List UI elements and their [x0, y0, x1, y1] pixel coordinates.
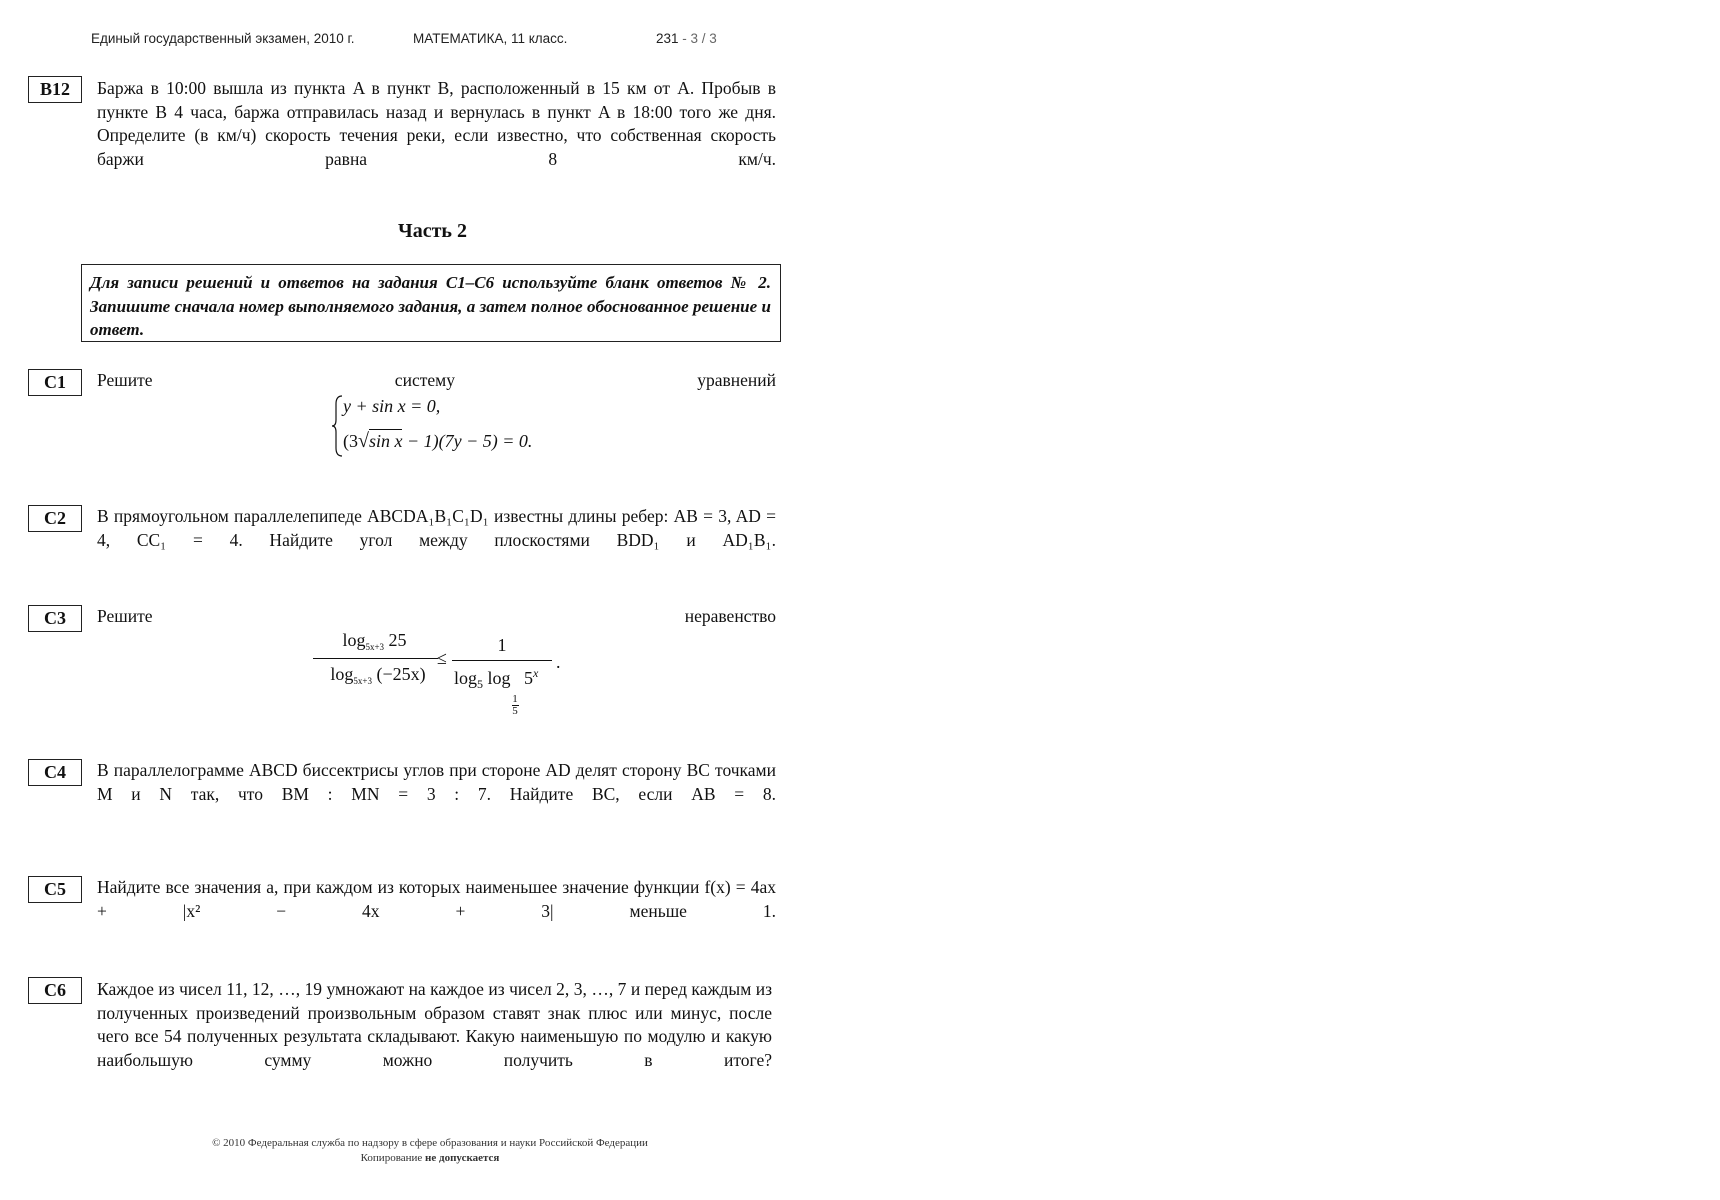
task-label-b12: B12: [28, 76, 82, 103]
task-label-c5: C5: [28, 876, 82, 903]
footer-copyright: © 2010 Федеральная служба по надзору в сфере образования и науки Российской Федерации: [212, 1137, 648, 1149]
c1-eq2: (3√sin x − 1)(7y − 5) = 0.: [343, 430, 533, 452]
instruction-box: [81, 264, 781, 342]
c3-le-sign: ≤: [437, 648, 447, 668]
c1-eq1: y + sin x = 0,: [343, 396, 441, 416]
c3-right-denominator: $\log_5 \log$ $\frac{1}{5}$ 5$^x$: [454, 666, 539, 717]
instruction-text: Для записи решений и ответов на задания С1–С6 используйте бланк ответов № 2. Запишите сначала номер выполняемого задания, а затем полное обоснованное решение и ответ.: [90, 273, 771, 339]
c3-period: .: [556, 652, 561, 672]
header-page-code: 231: [656, 31, 679, 46]
footer-copy-notice: Копирование не допускается: [360, 1152, 500, 1164]
c3-right-numerator: 1: [497, 635, 507, 655]
task-text-c1: Решите систему уравнений: [97, 370, 776, 390]
header-exam: Единый государственный экзамен, 2010 г.: [91, 31, 355, 46]
part-title: Часть 2: [398, 220, 467, 242]
c3-left-fraction-bar: [313, 658, 438, 659]
system-brace: [330, 394, 344, 458]
task-text-c2: В прямоугольном параллелепипеде ABCDA₁B₁C₁D₁ известны длины ребер: AB = 3, AD = 4, CC₁ = 4. Найдите угол между плоскостями BDD₁ и AD₁B₁.: [97, 506, 776, 550]
c3-left-numerator: $\log_{5x+3} 25$: [342, 630, 407, 652]
header-subject: МАТЕМАТИКА, 11 класс.: [413, 31, 568, 46]
task-text-c4: В параллелограмме ABCD биссектрисы углов при стороне AD делят сторону BC точками M и N так, что BM : MN = 3 : 7. Найдите BC, если AB = 8.: [97, 760, 776, 804]
c3-right-fraction-bar: [452, 660, 552, 661]
task-text-b12: Баржа в 10:00 вышла из пункта A в пункт B, расположенный в 15 км от A. Пробыв в пункте B 4 часа, баржа отправилась назад и вернулась в пункт A в 18:00 того же дня. Определите (в км/ч) скорость течения реки, если известно, что собственная скорость баржи равна 8 км/ч.: [97, 78, 776, 169]
task-label-c6: C6: [28, 977, 82, 1004]
c1-eq2-radicand: sin x: [368, 431, 403, 451]
task-label-c4: C4: [28, 759, 82, 786]
header-page-frac: 3 / 3: [690, 31, 717, 46]
task-label-c2: C2: [28, 505, 82, 532]
task-text-c5: Найдите все значения a, при каждом из которых наименьшее значение функции f(x) = 4ax + |x² − 4x + 3| меньше 1.: [97, 877, 776, 921]
c3-left-denominator: $\log_{5x+3} (-25x)$: [330, 664, 426, 686]
task-text-c6: Каждое из чисел 11, 12, …, 19 умножают на каждое из чисел 2, 3, …, 7 и перед каждым из полученных произведений произвольным образом ставят знак плюс или минус, после чего все 54 полученных результата складывают. Какую наименьшую по модулю и какую наибольшую сумму можно получить в итоге?: [97, 979, 772, 1070]
task-label-c3: C3: [28, 605, 82, 632]
task-text-c3: Решите неравенство: [97, 606, 776, 626]
header-page: 231 - 3 / 3: [656, 31, 717, 46]
task-label-c1: C1: [28, 369, 82, 396]
